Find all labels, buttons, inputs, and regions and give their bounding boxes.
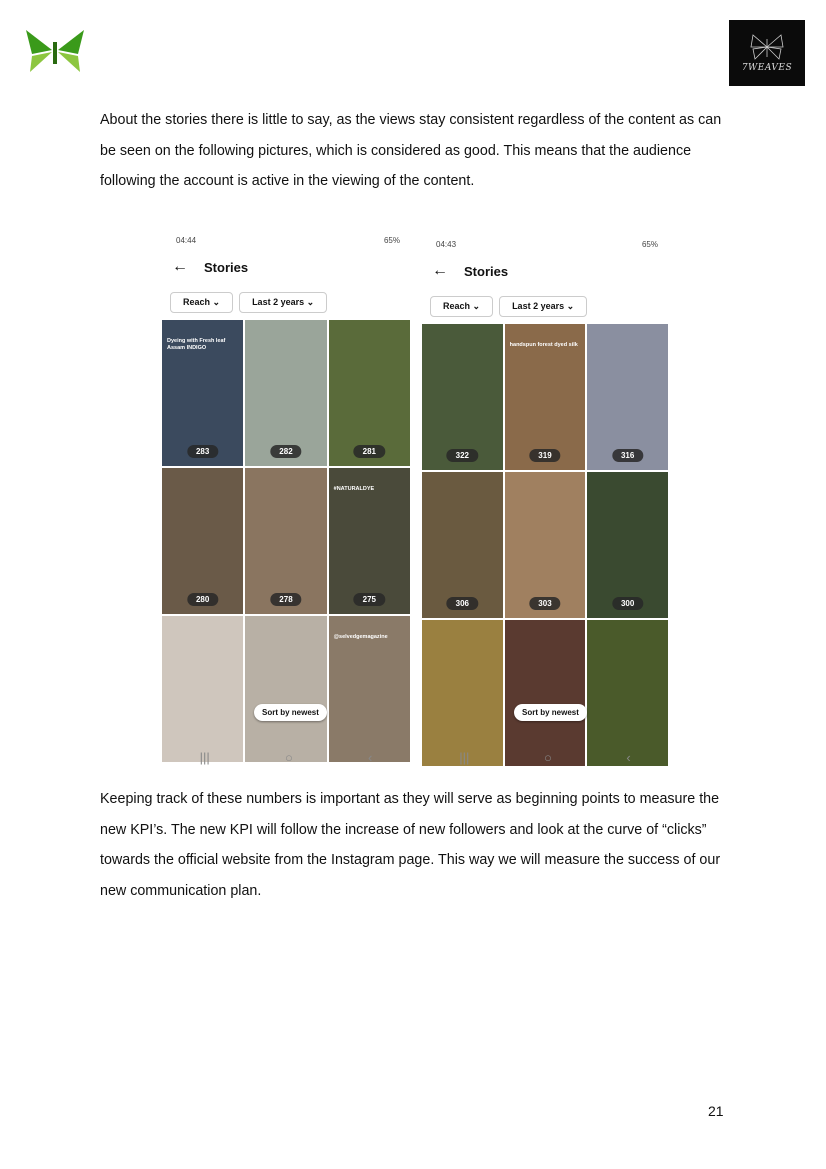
back-arrow-icon[interactable]: ← bbox=[172, 258, 188, 275]
status-time: 04:44 bbox=[176, 236, 197, 245]
story-tile[interactable] bbox=[505, 472, 586, 618]
stories-title: Stories bbox=[204, 259, 249, 275]
story-view-count: 306 bbox=[447, 597, 478, 610]
reach-filter-button[interactable]: Reach ⌄ bbox=[430, 296, 493, 317]
reach-filter-button[interactable]: Reach ⌄ bbox=[170, 292, 233, 313]
period-filter-button[interactable]: Last 2 years ⌄ bbox=[239, 292, 327, 313]
back-icon[interactable]: ‹ bbox=[626, 750, 631, 765]
story-tile[interactable] bbox=[245, 320, 326, 466]
story-grid bbox=[162, 320, 410, 762]
story-tile[interactable] bbox=[329, 320, 410, 466]
story-view-count: 281 bbox=[354, 445, 385, 458]
story-tile[interactable] bbox=[587, 324, 668, 470]
story-tile[interactable] bbox=[329, 616, 410, 762]
story-tile[interactable] bbox=[587, 472, 668, 618]
status-bar bbox=[176, 236, 400, 245]
story-view-count: 300 bbox=[612, 597, 643, 610]
status-time: 04:43 bbox=[436, 240, 457, 249]
story-caption: handspun forest dyed silk bbox=[509, 342, 578, 348]
back-arrow-icon[interactable]: ← bbox=[432, 262, 448, 279]
story-view-count: 283 bbox=[187, 445, 218, 458]
story-view-count: 319 bbox=[529, 449, 560, 462]
story-tile[interactable] bbox=[505, 324, 586, 470]
recent-apps-icon[interactable]: ||| bbox=[459, 750, 470, 765]
story-grid bbox=[422, 324, 668, 766]
story-caption: @selvedgemagazine bbox=[333, 634, 388, 640]
intro-paragraph: About the stories there is little to say, as the views stay consistent regardless of the content as can be seen on the following pictures, which is considered as good. This means that the audience following the account is active in the viewing of the content. bbox=[100, 112, 722, 189]
filter-row bbox=[430, 296, 587, 317]
closing-paragraph: Keeping track of these numbers is important as they will serve as beginning points to measure the new KPI’s. The new KPI will follow the increase of new followers and look at the curve of “clicks” towards the official website from the Instagram page. This way we will measure the success of our new communication plan. bbox=[100, 791, 721, 899]
story-view-count: 316 bbox=[612, 449, 643, 462]
story-caption: Dyeing with Fresh leaf Assam INDIGO bbox=[167, 338, 226, 351]
sort-by-newest-button[interactable]: Sort by newest bbox=[514, 704, 587, 721]
stories-header bbox=[172, 258, 248, 276]
recent-apps-icon[interactable]: ||| bbox=[199, 750, 210, 765]
phone-screenshot-left bbox=[162, 232, 410, 767]
story-tile[interactable] bbox=[162, 616, 243, 762]
brand-logo bbox=[729, 20, 805, 86]
butterfly-outline-icon bbox=[749, 33, 785, 61]
story-view-count: 275 bbox=[354, 593, 385, 606]
brand-logo-text: 7WEAVES bbox=[741, 63, 793, 73]
story-tile[interactable] bbox=[587, 620, 668, 766]
story-tile[interactable] bbox=[329, 468, 410, 614]
story-tile[interactable] bbox=[422, 324, 503, 470]
story-tile[interactable] bbox=[245, 616, 326, 762]
period-filter-button[interactable]: Last 2 years ⌄ bbox=[499, 296, 587, 317]
story-view-count: 282 bbox=[270, 445, 301, 458]
story-view-count: 280 bbox=[187, 593, 218, 606]
butterfly-logo-icon bbox=[24, 28, 86, 74]
story-tile[interactable] bbox=[245, 468, 326, 614]
status-battery: 65% bbox=[641, 240, 658, 249]
filter-row bbox=[170, 292, 327, 313]
story-caption: #NATURALDYE bbox=[333, 486, 375, 492]
story-tile[interactable] bbox=[505, 620, 586, 766]
stories-title: Stories bbox=[464, 263, 509, 279]
home-icon[interactable]: ○ bbox=[284, 750, 293, 765]
sort-by-newest-button[interactable]: Sort by newest bbox=[254, 704, 327, 721]
story-tile[interactable] bbox=[162, 320, 243, 466]
back-icon[interactable]: ‹ bbox=[368, 750, 373, 765]
story-view-count: 303 bbox=[529, 597, 560, 610]
status-bar bbox=[436, 240, 658, 249]
story-view-count: 322 bbox=[447, 449, 478, 462]
story-tile[interactable] bbox=[422, 472, 503, 618]
home-icon[interactable]: ○ bbox=[543, 750, 552, 765]
story-view-count: 278 bbox=[270, 593, 301, 606]
system-nav-bar bbox=[422, 750, 668, 765]
story-tile[interactable] bbox=[162, 468, 243, 614]
page-number: 21 bbox=[708, 1103, 724, 1119]
system-nav-bar bbox=[162, 750, 410, 765]
stories-header bbox=[432, 262, 508, 280]
phone-screenshot-right bbox=[422, 236, 668, 767]
story-tile[interactable] bbox=[422, 620, 503, 766]
status-battery: 65% bbox=[383, 236, 400, 245]
